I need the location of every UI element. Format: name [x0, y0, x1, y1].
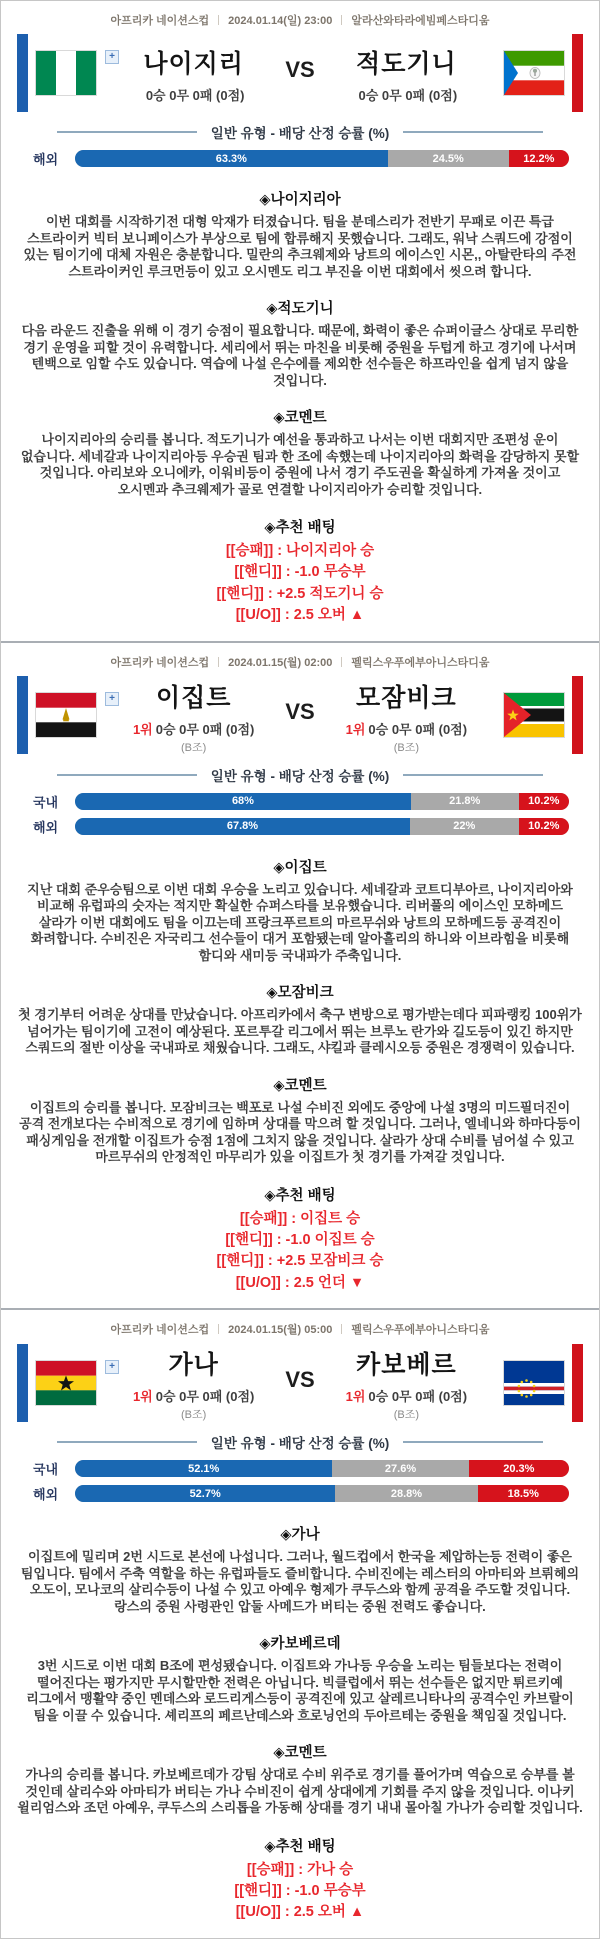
home-team-rank: 1위 [132, 1389, 153, 1405]
home-accent-bar [17, 676, 28, 754]
preview-content [1, 188, 599, 625]
odds-row-overseas [1, 1481, 599, 1506]
home-team-record: 0승 0무 0패 (0점) [145, 87, 245, 103]
odds-section-title: 일반 유형 - 배당 산정 승률 (%) [210, 126, 390, 141]
betting-heading: ◈추천 배팅 [264, 1838, 336, 1855]
odds-row-label: 해외 [33, 152, 59, 167]
lose-segment: 10.2% [519, 818, 569, 835]
betting-heading: ◈추천 배팅 [264, 1187, 336, 1204]
title-line-left [57, 774, 197, 776]
odds-title-row [1, 1422, 599, 1456]
section-heading: ◈모잠비크 [266, 985, 334, 1002]
home-team-record: 1위 0승 0무 0패 (0점) [132, 1389, 255, 1405]
vs-label: VS [285, 1366, 315, 1392]
preview-content [1, 1523, 599, 1922]
betting-line: [[핸디]] : -1.0 이집트 승 [225, 1231, 375, 1248]
home-flag [36, 1360, 115, 1405]
section-body: 가나의 승리를 봅니다. 카보베르데가 강팀 상대로 수비 위주로 경기를 풀어가며 역습으로 승부를 볼 것인데 살리수와 아마티가 버티는 가나 수비진이 쉽게 상대에게 기회를 주지 않을 것입니다. 이나키 윌리엄스와 조던 아예우, 쿠두스의 스리톱을 가동해 상대를 경기 내내 몰아칠 가나가 승리할 것입니다. [17, 1767, 583, 1816]
odds-bar [75, 793, 569, 810]
header-divider [218, 1324, 219, 1334]
away-flag [504, 51, 564, 95]
betting-line: [[핸디]] : +2.5 적도기니 승 [216, 585, 384, 602]
lose-segment: 12.2% [509, 150, 569, 167]
odds-row-domestic [1, 789, 599, 814]
section-body: 3번 시드로 이번 대회 B조에 편성됐습니다. 이집트와 가나등 우승을 노리는 팀들보다는 전력이 떨어진다는 평가지만 무시할만한 전력은 아닙니다. 빅클럽에서 뛰는 선수들은 없지만 튀르키예 리그에서 맹활약 중인 멘데스와 로드리게스등이 공격진에 있고 살레르니타나의 공격수인 카브랄이 팀을 이끌 수 있습니다. 셰리프의 페르난데스와 흐로닝언의 두아르테는 중원을 책임질 것입니다. [26, 1658, 574, 1723]
teams-row [1, 672, 599, 755]
home-team [104, 42, 283, 105]
home-team-name: 이집트 [155, 683, 232, 712]
header-divider [341, 15, 342, 25]
win-segment: 68% [75, 793, 411, 810]
match-card-3 [1, 1308, 599, 1938]
teams-row [1, 1339, 599, 1422]
section-heading: ◈이집트 [273, 859, 327, 876]
nigeria-flag-icon [36, 51, 96, 95]
preview-content [1, 856, 599, 1293]
section-heading: ◈코멘트 [273, 410, 327, 426]
lose-segment: 10.2% [519, 793, 569, 810]
win-segment: 52.1% [75, 1460, 332, 1477]
win-segment: 63.3% [75, 150, 388, 167]
match-header [1, 1, 599, 30]
odds-row-label: 해외 [33, 819, 59, 835]
away-team-name: 카보베르 [356, 1351, 457, 1380]
away-team-name: 모잠비크 [356, 683, 457, 712]
away-accent-bar [572, 1344, 583, 1422]
away-accent-bar [572, 676, 583, 754]
away-team [317, 42, 496, 105]
section-body: 첫 경기부터 어려운 상대를 만났습니다. 아프리카에서 축구 변방으로 평가받는데다 피파랭킹 100위가 넘어가는 팀이기에 고전이 예상된다. 포르투갈 리그에서 뛰는 브루노 란가와 길도등이 있긴 하지만 스쿼드의 절반 이상을 국내파로 채웠습니다. 그래도, 샤킬과 클레시오등 중원은 경쟁력이 있습니다. [18, 1007, 582, 1056]
vs-label: VS [285, 57, 315, 82]
betting-line: [[승패]] : 가나 승 [246, 1861, 354, 1878]
header-divider [218, 15, 219, 25]
draw-segment: 21.8% [411, 793, 519, 810]
odds-title-row [1, 755, 599, 789]
betting-line: [[U/O]] : 2.5 오버 ▲ [235, 1904, 365, 1921]
betting-line: [[승패]] : 이집트 승 [239, 1210, 361, 1227]
draw-segment: 22% [410, 818, 519, 835]
away-team [317, 676, 496, 755]
away-team-group: (B조) [393, 1409, 419, 1422]
league-label: 아프리카 네이션스컵 [110, 656, 210, 669]
home-team-group: (B조) [181, 1409, 207, 1422]
away-flag [504, 1361, 564, 1405]
section-heading: ◈코멘트 [273, 1077, 327, 1094]
section-body: 나이지리아의 승리를 봅니다. 적도기니가 예선을 통과하고 나서는 이번 대회지만 조편성 운이 없습니다. 세네갈과 나이지리아등 우승권 팀과 한 조에 속했는데 나이지리아의 화력을 감당하지 못할 것입니다. 아리보와 오니에카, 이워비등이 중원에 나서 경기 주도권을 확실하게 가져올 것이고 오시멘과 추크웨제가 골로 연결할 나이지리아가 승리할 것입니다. [20, 432, 580, 497]
match-card-2 [1, 641, 599, 1309]
odds-bar [75, 150, 569, 167]
away-team-name: 적도기니 [356, 49, 457, 78]
section-heading: ◈카보베르데 [259, 1636, 341, 1653]
grid-icon[interactable]: + [105, 1360, 119, 1374]
egypt-flag-icon [36, 693, 96, 737]
section-heading: ◈가나 [280, 1527, 320, 1544]
win-segment: 52.7% [75, 1485, 335, 1502]
league-label: 아프리카 네이션스컵 [110, 1324, 210, 1337]
section-heading: ◈적도기니 [266, 301, 334, 317]
odds-bar [75, 1485, 569, 1502]
home-team [104, 676, 283, 755]
section-body: 지난 대회 준우승팀으로 이번 대회 우승을 노리고 있습니다. 세네갈과 코트디부아르, 나이지리아와 비교해 유럽파의 숫자는 적지만 확실한 슈퍼스타를 보유했습니다. 리버풀의 에이스인 모하메드 살라가 이번 대회에도 팀을 이끄는데 프랑크푸르트의 마르무쉬와 낭트의 모하메드등 공격진이 화려합니다. 수비진은 자국리그 선수들이 대거 포함됐는데 알아흘리의 하니와 이브라힘을 비롯해 함디와 새미등 국내파가 주축입니다. [27, 881, 573, 963]
stadium-label: 펠릭스우푸에부아니스타디움 [351, 1324, 490, 1337]
home-team-group: (B조) [181, 741, 207, 754]
home-accent-bar [17, 34, 28, 112]
lose-segment: 18.5% [478, 1485, 569, 1502]
title-line-left [57, 1441, 197, 1443]
header-divider [341, 1324, 342, 1334]
header-divider [341, 657, 342, 667]
odds-row-overseas [1, 814, 599, 839]
draw-segment: 28.8% [335, 1485, 477, 1502]
odds-row-domestic [1, 1456, 599, 1481]
match-header [1, 1310, 599, 1339]
betting-line: [[U/O]] : 2.5 언더 ▼ [235, 1274, 365, 1291]
lose-segment: 20.3% [469, 1460, 569, 1477]
match-card-1 [1, 1, 599, 641]
home-flag [36, 693, 115, 737]
odds-rows [1, 1456, 599, 1506]
away-team-record: 1위 0승 0무 0패 (0점) [345, 1389, 468, 1405]
betting-line: [[핸디]] : +2.5 모잠비크 승 [216, 1253, 384, 1270]
odds-row-label: 국내 [33, 1462, 59, 1478]
betting-line: [[U/O]] : 2.5 오버 ▲ [235, 607, 365, 624]
odds-section-title: 일반 유형 - 배당 산정 승률 (%) [210, 1436, 390, 1452]
win-segment: 67.8% [75, 818, 410, 835]
section-heading: ◈코멘트 [273, 1745, 327, 1762]
section-body: 이집트의 승리를 봅니다. 모잠비크는 백포로 나설 수비진 외에도 중앙에 나설 3명의 미드필더진이 공격 전개보다는 수비적으로 경기에 임하며 상대를 막으려 할 것입니다. 그러나, 엘네니와 하마다등이 패싱게임을 전개할 이집트가 승점 1점에 그치지 않을 것입니다. 살라가 상대 수비를 넘어설 수 있고 마르무쉬의 안정적인 마무리가 있을 이집트가 첫 경기를 가져갈 것입니다. [19, 1099, 581, 1165]
odds-bar [75, 818, 569, 835]
home-team [104, 1343, 283, 1422]
away-accent-bar [572, 34, 583, 112]
odds-row-label: 국내 [33, 794, 59, 810]
away-team-record: 0승 0무 0패 (0점) [358, 87, 458, 103]
odds-section-title: 일반 유형 - 배당 산정 승률 (%) [210, 768, 390, 784]
header-divider [218, 657, 219, 667]
away-flag [504, 693, 564, 737]
stadium-label: 알라산와타라에빔페스타디움 [351, 15, 490, 27]
odds-title-row [1, 112, 599, 146]
betting-heading: ◈추천 배팅 [264, 520, 336, 536]
odds-row-label: 해외 [33, 1487, 59, 1503]
match-datetime: 2024.01.15(월) 05:00 [228, 1324, 333, 1337]
equatorial-guinea-flag-icon [504, 51, 564, 95]
home-team-name: 나이지리 [143, 49, 244, 78]
betting-line: [[핸디]] : -1.0 무승부 [234, 1883, 366, 1900]
home-team-rank: 1위 [132, 721, 153, 737]
section-body: 이집트에 밀리며 2번 시드로 본선에 나섭니다. 그러나, 월드컵에서 한국을 제압하는등 전력이 좋은 팀입니다. 팀에서 주축 역할을 하는 유럽파들도 즐비합니다. 수비진에는 레스터의 아마티와 브뤼헤의 오도이, 모나코의 살리수등이 나설 수 있고 아예우 형제가 쿠두스와 함께 공격을 주도할 것입니다. 랑스의 중원 사령관인 압둘 사메드가 버티는 중원 전력도 좋습니다. [20, 1549, 580, 1614]
section-body: 다음 라운드 진출을 위해 이 경기 승점이 필요합니다. 때문에, 화력이 좋은 슈퍼이글스 상대로 무리한 경기 운영을 피할 것이 유력합니다. 세리에서 뛰는 마친을 비롯해 중원을 두텁게 하고 경기에 나서며 텐백으로 임할 수도 있습니다. 역습에 나설 은수에를 제외한 선수들은 하프라인을 쉽게 넘지 않을 것입니다. [21, 323, 579, 388]
odds-rows [1, 789, 599, 839]
section-body: 이번 대회를 시작하기전 대형 악재가 터졌습니다. 팀을 분데스리가 전반기 무패로 이끈 특급 스트라이커 빅터 보니페이스가 부상으로 팀에 합류해지 못했습니다. 그래도, 워낙 스쿼드에 강점이 있는 팀이기에 대체 자원은 충분합니다. 밀란의 추크웨제와 낭트의 에이스인 시몬,, 아탈란타의 주전 스트라이커인 루크먼등이 있고 오시멘도 리그 부진을 이번 대회에서 씻으려 합니다. [23, 214, 577, 279]
betting-line: [[승패]] : 나이지리아 승 [225, 543, 375, 559]
section-heading: ◈나이지리아 [259, 192, 341, 208]
teams-row [1, 30, 599, 112]
draw-segment: 27.6% [332, 1460, 468, 1477]
away-team-record: 1위 0승 0무 0패 (0점) [345, 721, 468, 737]
match-datetime: 2024.01.14(일) 23:00 [228, 15, 333, 27]
away-team-group: (B조) [393, 741, 419, 754]
match-header [1, 643, 599, 672]
home-team-record: 1위 0승 0무 0패 (0점) [132, 721, 255, 737]
grid-icon[interactable]: + [105, 692, 119, 706]
ghana-flag-icon [36, 1361, 96, 1405]
betting-line: [[핸디]] : -1.0 무승부 [234, 564, 366, 581]
grid-icon[interactable]: + [105, 50, 119, 64]
draw-segment: 24.5% [388, 150, 509, 167]
odds-bar [75, 1460, 569, 1477]
away-team-rank: 1위 [345, 1389, 366, 1405]
away-team-rank: 1위 [345, 721, 366, 737]
mozambique-flag-icon [504, 693, 564, 737]
league-label: 아프리카 네이션스컵 [110, 15, 210, 27]
title-line-left [57, 131, 197, 133]
match-datetime: 2024.01.15(월) 02:00 [228, 656, 333, 669]
home-team-name: 가나 [168, 1351, 219, 1380]
home-accent-bar [17, 1344, 28, 1422]
odds-row-overseas [1, 146, 599, 171]
home-flag [36, 51, 115, 95]
away-team [317, 1343, 496, 1422]
title-line-right [403, 774, 543, 776]
title-line-right [403, 131, 543, 133]
stadium-label: 펠릭스우푸에부아니스타디움 [351, 656, 490, 669]
cape-verde-flag-icon [504, 1361, 564, 1405]
odds-rows [1, 146, 599, 171]
title-line-right [403, 1441, 543, 1443]
vs-label: VS [285, 699, 315, 725]
